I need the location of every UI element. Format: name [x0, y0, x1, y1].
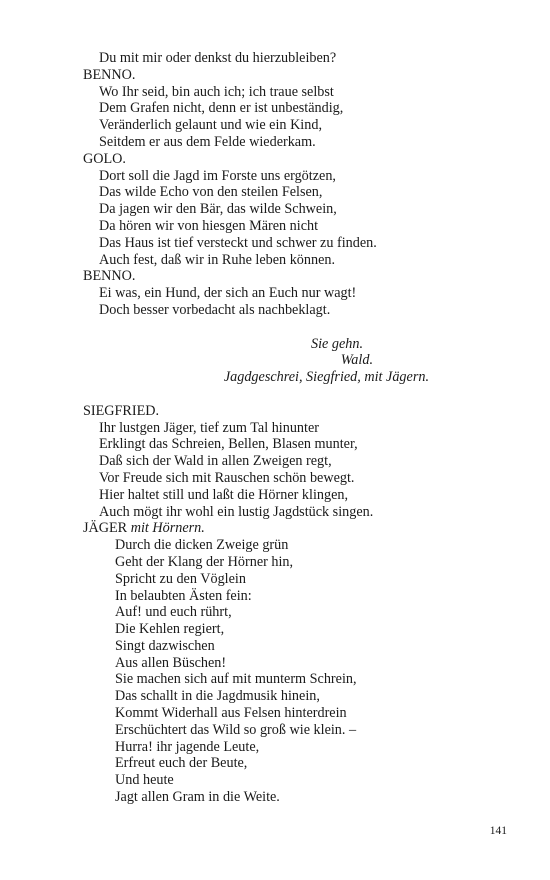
verse-line: Veränderlich gelaunt und wie ein Kind, — [99, 117, 322, 134]
verse-line: Daß sich der Wald in allen Zweigen regt, — [99, 453, 332, 470]
speaker-jaeger — [83, 520, 503, 537]
verse-line: Hier haltet still und laßt die Hörner klingen, — [99, 486, 349, 503]
song-line: Sie machen sich auf mit munterm Schrein, — [115, 671, 357, 688]
verse-line: Wo Ihr seid, bin auch ich; ich traue selbst — [99, 83, 334, 100]
stage-direction: Jagdgeschrei, Siegfried, mit Jägern. — [223, 369, 429, 386]
verse-line: Auch fest, daß wir in Ruhe leben können. — [99, 251, 336, 268]
song-line: Spricht zu den Vöglein — [115, 570, 246, 587]
verse-line: Seitdem er aus dem Felde wiederkam. — [99, 133, 316, 150]
verse-line: Du mit mir oder denkst du hierzubleiben? — [99, 50, 337, 66]
song-line: Geht der Klang der Hörner hin, — [115, 553, 294, 570]
page-number: 141 — [489, 825, 507, 837]
verse-line: Ihr lustgen Jäger, tief zum Tal hinunter — [99, 419, 319, 436]
verse-line: Da jagen wir den Bär, das wilde Schwein, — [99, 201, 337, 218]
song-line: Hurra! ihr jagende Leute, — [115, 738, 260, 755]
verse-line: Vor Freude sich mit Rauschen schön bewegt. — [99, 469, 355, 486]
song-line: Erschüchtert das Wild so groß wie klein. – — [115, 721, 357, 738]
stage-direction: Wald. — [340, 352, 373, 369]
song-line: In belaubten Ästen fein: — [115, 587, 252, 604]
stage-direction: Sie gehn. — [310, 335, 363, 352]
verse-line: Doch besser vorbedacht als nachbeklagt. — [99, 301, 331, 318]
song-line: Singt dazwischen — [115, 637, 215, 654]
song-line: Aus allen Büschen! — [115, 654, 227, 671]
verse-line: Erklingt das Schreien, Bellen, Blasen munter, — [99, 436, 358, 453]
page-text — [83, 50, 503, 806]
spacer — [83, 319, 503, 336]
song-line: Kommt Widerhall aus Felsen hinterdrein — [115, 705, 347, 722]
song-line: Auf! und euch rührt, — [115, 604, 232, 621]
song-line: Jagt allen Gram in die Weite. — [115, 789, 280, 806]
song-line: Erfreut euch der Beute, — [115, 755, 248, 772]
verse-line: Auch mögt ihr wohl ein lustig Jagdstück singen. — [99, 503, 374, 520]
song-line: Durch die dicken Zweige grün — [115, 537, 289, 554]
speaker-golo: GOLO. — [83, 150, 126, 167]
verse-line: Das wilde Echo von den steilen Felsen, — [99, 184, 323, 201]
verse-line: Das Haus ist tief versteckt und schwer zu finden. — [99, 234, 377, 251]
song-line: Die Kehlen regiert, — [115, 621, 225, 638]
verse-line: Dort soll die Jagd im Forste uns ergötzen, — [99, 167, 336, 184]
verse-line: Ei was, ein Hund, der sich an Euch nur wagt! — [99, 285, 357, 302]
song-line: Das schallt in die Jagdmusik hinein, — [115, 688, 320, 705]
speaker-name: JÄGER — [83, 520, 128, 537]
spacer — [83, 386, 503, 403]
verse-line: Da hören wir von hiesgen Mären nicht — [99, 217, 319, 234]
speaker-benno: BENNO. — [83, 66, 136, 83]
speaker-benno: BENNO. — [83, 268, 136, 285]
song-line: Und heute — [115, 772, 174, 789]
speaker-siegfried: SIEGFRIED. — [83, 402, 160, 419]
speaker-direction: mit Hörnern. — [130, 520, 205, 537]
verse-line: Dem Grafen nicht, denn er ist unbeständig, — [99, 100, 344, 117]
